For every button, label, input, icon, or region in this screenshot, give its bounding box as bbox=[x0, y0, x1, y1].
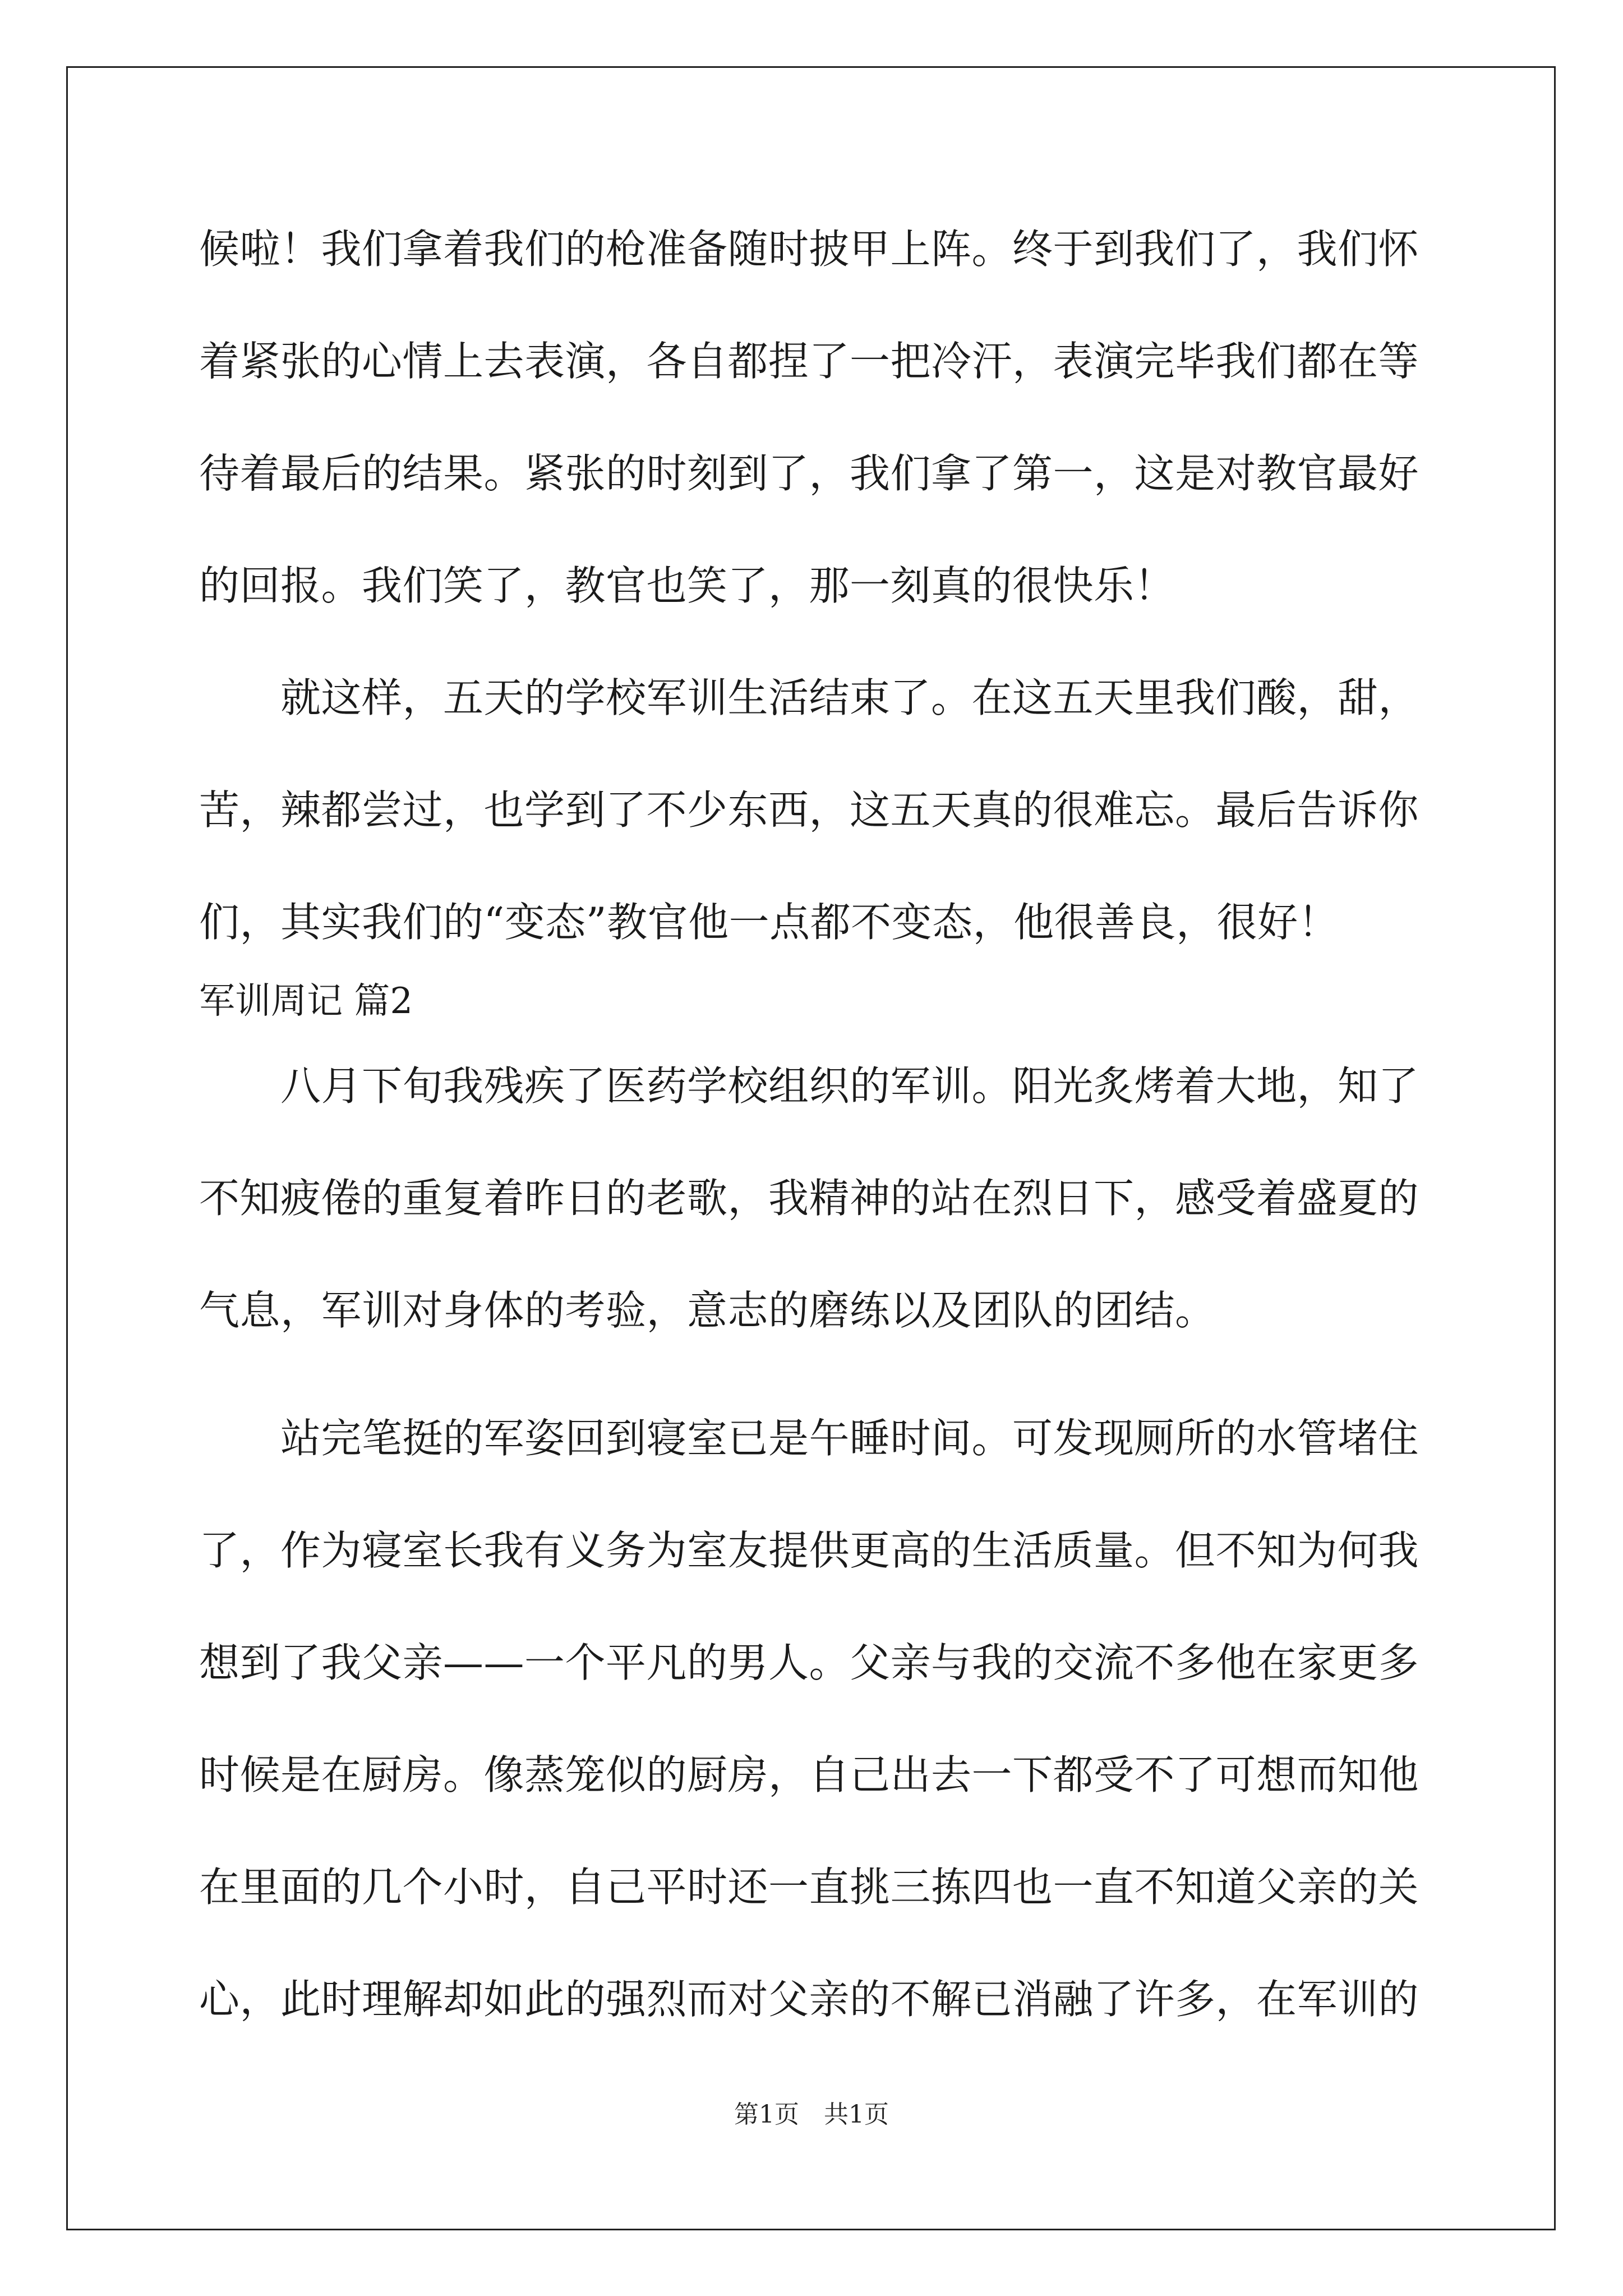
body-line: 想到了我父亲——一个平凡的男人。父亲与我的交流不多他在家更多 bbox=[199, 1639, 1419, 1686]
body-line: 心，此时理解却如此的强烈而对父亲的不解已消融了许多，在军训的 bbox=[199, 1976, 1419, 2023]
page-footer: 第1页 共1页 bbox=[734, 2100, 889, 2129]
body-line: 们，其实我们的“变态”教官他一点都不变态，他很善良，很好！ bbox=[199, 899, 1339, 946]
body-line: 候啦！我们拿着我们的枪准备随时披甲上阵。终于到我们了，我们怀 bbox=[199, 226, 1419, 273]
body-line: 站完笔挺的军姿回到寝室已是午睡时间。可发现厕所的水管堵住 bbox=[199, 1415, 1419, 1462]
body-line: 的回报。我们笑了，教官也笑了，那一刻真的很快乐！ bbox=[199, 562, 1175, 609]
body-line: 苦，辣都尝过，也学到了不少东西，这五天真的很难忘。最后告诉你 bbox=[199, 786, 1419, 834]
section-heading: 军训周记 篇2 bbox=[199, 981, 413, 1022]
body-line: 就这样，五天的学校军训生活结束了。在这五天里我们酸，甜， bbox=[199, 674, 1419, 721]
body-line: 着紧张的心情上去表演，各自都捏了一把冷汗，表演完毕我们都在等 bbox=[199, 338, 1419, 385]
body-line: 时候是在厨房。像蒸笼似的厨房，自己出去一下都受不了可想而知他 bbox=[199, 1751, 1419, 1798]
body-line: 在里面的几个小时，自己平时还一直挑三拣四也一直不知道父亲的关 bbox=[199, 1864, 1419, 1911]
body-line: 不知疲倦的重复着昨日的老歌，我精神的站在烈日下，感受着盛夏的 bbox=[199, 1175, 1419, 1222]
body-line: 气息，军训对身体的考验，意志的磨练以及团队的团结。 bbox=[199, 1287, 1216, 1334]
body-line: 八月下旬我残疾了医药学校组织的军训。阳光炙烤着大地，知了 bbox=[199, 1062, 1419, 1110]
body-line: 了，作为寝室长我有义务为室友提供更高的生活质量。但不知为何我 bbox=[199, 1527, 1419, 1574]
body-line: 待着最后的结果。紧张的时刻到了，我们拿了第一，这是对教官最好 bbox=[199, 450, 1419, 497]
